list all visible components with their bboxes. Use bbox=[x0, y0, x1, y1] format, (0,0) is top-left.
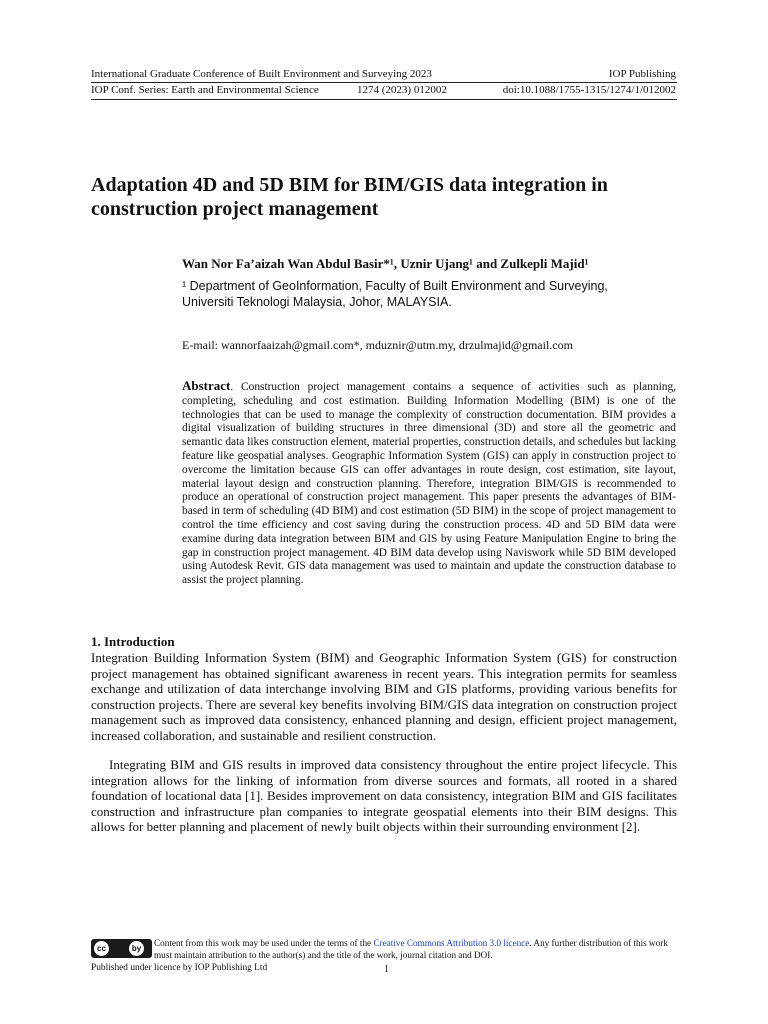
paper-title: Adaptation 4D and 5D BIM for BIM/GIS data integration in construction project management bbox=[91, 174, 608, 220]
intro-paragraph-1: Integration Building Information System (BIM) and Geographic Information System (GIS) for construction project management has obtained significant awareness in recent years. This integration permits for seamless exchange and utilization of data interchange involving BIM and GIS platforms, providing various benefits for construction projects. There are several key benefits involving BIM/GIS data integration on construction project management such as improved data consistency, enhanced planning and design, efficient project management, increased collaboration, and sustainable and resilient construction. bbox=[91, 650, 677, 743]
license-text-start: Content from this work may be used under the terms of the bbox=[154, 938, 374, 948]
intro-paragraph-2: Integrating BIM and GIS results in improved data consistency throughout the entire project lifecycle. This integration allows for the linking of information from diverse sources and formats, all rooted in a shared foundation of locational data [1]. Besides improvement on data consistency, integration BIM and GIS facilitates construction and infrastructure plan companies to integrate geospatial elements into their BIM designs. This allows for better planning and placement of newly built objects within their surrounding environment [2]. bbox=[91, 757, 677, 835]
header-conference: International Graduate Conference of Built Environment and Surveying 2023 bbox=[91, 68, 432, 80]
license-text-end: . Any further distribution of this work must maintain attribution to the author(s) and the title of the work, journal citation and DOI. bbox=[154, 938, 668, 960]
header-series: IOP Conf. Series: Earth and Environmental Science bbox=[91, 84, 319, 96]
section-heading-introduction: 1. Introduction bbox=[91, 634, 175, 649]
author-list: Wan Nor Fa’aizah Wan Abdul Basir*¹, Uznir Ujang¹ and Zulkepli Majid¹ bbox=[182, 256, 589, 271]
by-icon: by bbox=[129, 941, 144, 956]
abstract-text: . Construction project management contains a sequence of activities such as planning, completing, scheduling and cost estimation. Building Information Modelling (BIM) is one of the technologies that can be used to manage the complexity of construction documentation. BIM provides a digital visualization of building structures in three dimensional (3D) and store all the geometric and semantic data likes construction element, material properties, construction details, and schedules but lacking feature like geospatial analyses. Geographic Information System (GIS) can apply in construction project to overcome the limitation because GIS can offer advantages in route design, cost estimation, site layout, material layout design and construction planning. Therefore, integration BIM/GIS is recommended to produce an operational of construction project management. This paper presents the advantages of BIM-based in term of scheduling (4D BIM) and cost estimation (5D BIM) in the scope of project management to control the time efficiency and cost saving during the construction process. 4D and 5D BIM data were examine during data integration between BIM and GIS by using Feature Manipulation Engine to bring the gap in construction project management. 4D BIM data develop using Naviswork while 5D BIM developed using Autodesk Revit. GIS data management was used to maintain and update the construction database to assist the project planning. bbox=[182, 381, 676, 587]
publisher-notice: Published under licence by IOP Publishing Ltd bbox=[91, 963, 268, 973]
header-rule-top bbox=[91, 82, 677, 83]
contact-email: E-mail: wannorfaaizah@gmail.com*, mduznir@utm.my, drzulmajid@gmail.com bbox=[182, 338, 573, 352]
header-publisher: IOP Publishing bbox=[608, 68, 676, 80]
cc-icon: cc bbox=[94, 941, 109, 956]
abstract-label: Abstract bbox=[182, 378, 231, 393]
page-number: 1 bbox=[384, 964, 389, 975]
header-rule-bottom bbox=[91, 99, 677, 100]
header-volume: 1274 (2023) 012002 bbox=[357, 84, 447, 96]
license-notice bbox=[154, 937, 677, 961]
header-doi[interactable]: doi:10.1088/1755-1315/1274/1/012002 bbox=[502, 84, 676, 96]
cc-by-license-badge[interactable] bbox=[91, 939, 152, 958]
affiliation-line-1: ¹ Department of GeoInformation, Faculty of Built Environment and Surveying, bbox=[182, 279, 608, 293]
license-link[interactable]: Creative Commons Attribution 3.0 licence bbox=[373, 938, 530, 948]
abstract bbox=[182, 379, 676, 588]
affiliation-line-2: Universiti Teknologi Malaysia, Johor, MALAYSIA. bbox=[182, 295, 452, 309]
